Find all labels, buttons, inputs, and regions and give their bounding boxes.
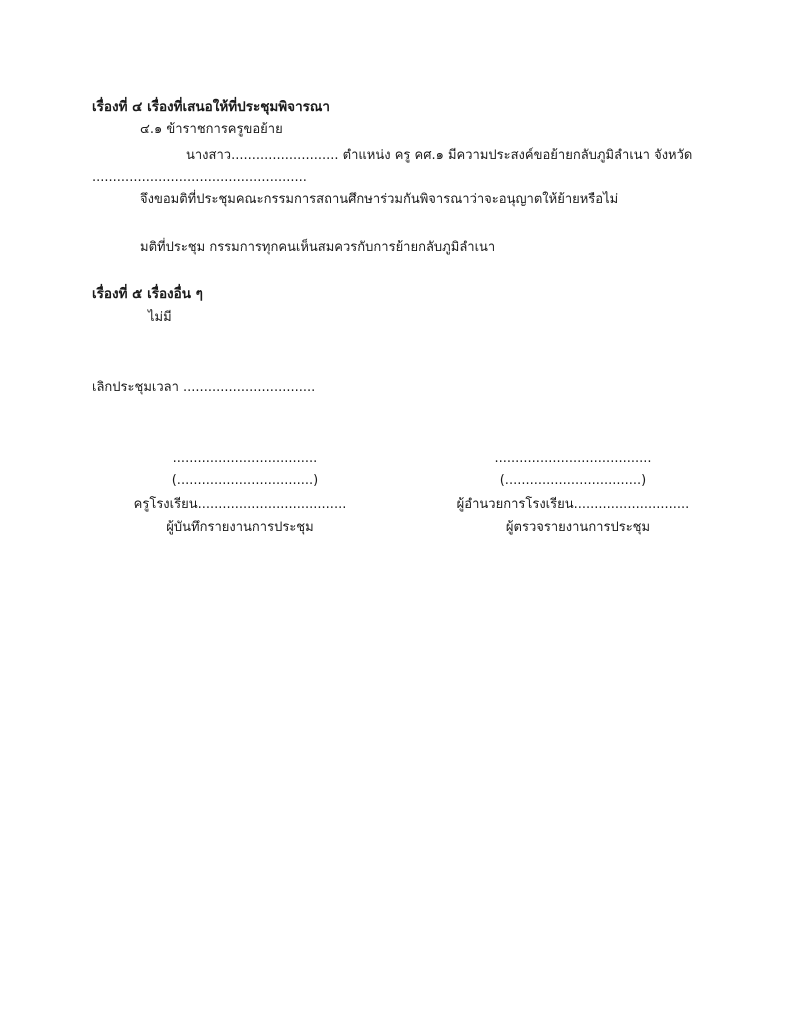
left-signature-line: ................................... — [172, 451, 318, 466]
right-name-line: (.................................) — [499, 473, 647, 488]
left-role: ผู้บันทึกรายงานการประชุม — [166, 520, 314, 535]
left-name-line: (.................................) — [171, 473, 319, 488]
item4-detail-line: นางสาว.......................... ตำแหน่ง ครู คศ.๑ มีความประสงค์ขอย้ายกลับภูมิลำเนา จังหวัด — [186, 148, 693, 163]
adjourn-time: เลิกประชุมเวลา ................................ — [92, 380, 316, 395]
item4-resolution: มติที่ประชุม กรรมการทุกคนเห็นสมควรกับการย้ายกลับภูมิลำเนา — [140, 240, 496, 255]
item5-heading: เรื่องที่ ๕ เรื่องอื่น ๆ — [92, 286, 203, 302]
item5-content: ไม่มี — [148, 310, 172, 325]
right-signature-line: ...................................... — [494, 451, 652, 466]
left-position: ครูโรงเรียน.................................... — [133, 497, 347, 512]
right-position: ผู้อำนวยการโรงเรียน............................ — [456, 497, 690, 512]
right-role: ผู้ตรวจรายงานการประชุม — [505, 520, 651, 535]
item4-request: จึงขอมติที่ประชุมคณะกรรมการสถานศึกษาร่วมกันพิจารณาว่าจะอนุญาตให้ย้ายหรือไม่ — [140, 192, 619, 207]
item4-detail-continuation: .................................................... — [92, 170, 307, 185]
item4-subheading: ๔.๑ ข้าราชการครูขอย้าย — [140, 122, 283, 137]
item4-heading: เรื่องที่ ๔ เรื่องที่เสนอให้ที่ประชุมพิจารณา — [92, 99, 331, 115]
